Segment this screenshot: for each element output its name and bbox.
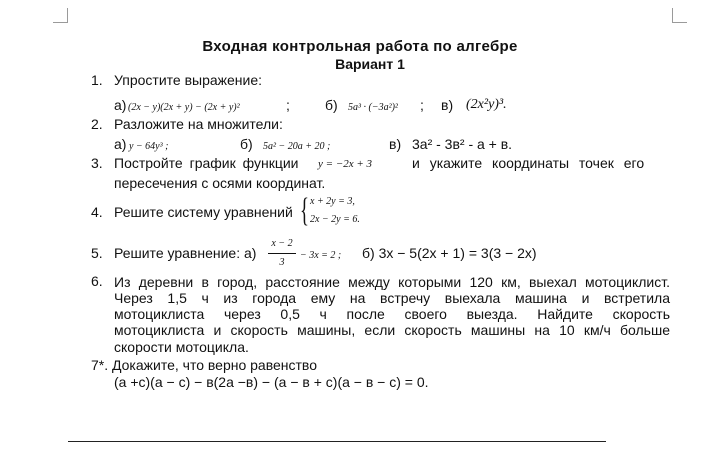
task-6-line-3: мотоциклиста через 0,5 ч после своего выезда. Найдите скорость xyxy=(114,306,670,322)
task-3-text-line-2: пересечения с осями координат. xyxy=(114,175,326,191)
system-brace: { xyxy=(300,192,309,229)
task-6-line-1: Из деревни в город, расстояние между которыми 120 км, выехал мотоциклист. xyxy=(114,274,670,290)
task-1-v-expr: (2x²y)³. xyxy=(466,97,507,112)
task-6-line-5: скорости мотоцикла. xyxy=(114,339,249,355)
task-2-text: Разложите на множители: xyxy=(114,116,283,132)
page-title: Входная контрольная работа по алгебре xyxy=(202,38,518,55)
task-3-text-before: Постройте график функции xyxy=(114,155,299,171)
task-1-a-expr: (2x − y)(2x + y) − (2x + y)² xyxy=(128,102,240,113)
system-equation-2: 2x − 2y = 6. xyxy=(310,214,360,225)
task-1-number: 1. xyxy=(91,72,103,88)
page-corner-mark-left xyxy=(53,8,68,23)
fraction-denominator: 3 xyxy=(279,257,285,268)
task-2-b-expr: 5a² − 20a + 20 ; xyxy=(263,141,331,152)
task-5-b-text: б) 3х − 5(2х + 1) = 3(3 − 2х) xyxy=(362,245,537,261)
task-3-function: y = −2x + 3 xyxy=(318,158,373,170)
task-4-text: Решите систему уравнений xyxy=(114,204,293,220)
task-2-a-label: а) xyxy=(114,136,127,152)
page-corner-mark-right xyxy=(672,8,687,23)
task-6-number: 6. xyxy=(91,273,103,289)
task-6-line-4: мотоциклиста и скорость машины, если скорость машины на 10 км/ч больше xyxy=(114,322,670,338)
task-2-v-label: в) xyxy=(389,136,402,152)
task-2-number: 2. xyxy=(91,116,103,132)
task-1-b-expr: 5a³ · (−3a²)² xyxy=(348,102,398,113)
task-5-fraction xyxy=(266,238,298,274)
system-equation-1: x + 2y = 3, xyxy=(310,196,355,207)
task-4-number: 4. xyxy=(91,204,103,220)
task-2-a-expr: y − 64y³ ; xyxy=(129,141,169,152)
fraction-numerator: x − 2 xyxy=(271,238,293,249)
task-1-b-label: б) xyxy=(325,97,338,113)
task-1-a-label: а) xyxy=(114,97,127,113)
task-7-expression: (а +с)(а − с) − в(2а −в) − (а − в + с)(а − в − с) = 0. xyxy=(114,374,429,390)
task-5-number: 5. xyxy=(91,245,103,261)
task-5-a-rest: − 3x = 2 ; xyxy=(300,250,342,261)
task-1-text: Упростите выражение: xyxy=(114,72,263,88)
task-7-text: Докажите, что верно равенство xyxy=(112,357,317,373)
task-6-line-2: Через 1,5 ч из города ему на встречу выехала машина и встретила xyxy=(114,290,670,306)
variant-heading: Вариант 1 xyxy=(335,56,405,72)
equation-system xyxy=(300,194,390,230)
task-5-text: Решите уравнение: а) xyxy=(114,245,257,261)
fraction-bar xyxy=(268,253,296,254)
task-7-number: 7*. xyxy=(91,357,109,373)
task-1-v-label: в) xyxy=(441,97,454,113)
task-2-b-label: б) xyxy=(240,136,253,152)
task-2-v-expr: 3а² - 3в² - а + в. xyxy=(412,136,513,152)
answer-underline xyxy=(68,441,606,442)
task-3-text-after: и укажите координаты точек его xyxy=(412,155,645,171)
task-3-number: 3. xyxy=(91,155,103,171)
